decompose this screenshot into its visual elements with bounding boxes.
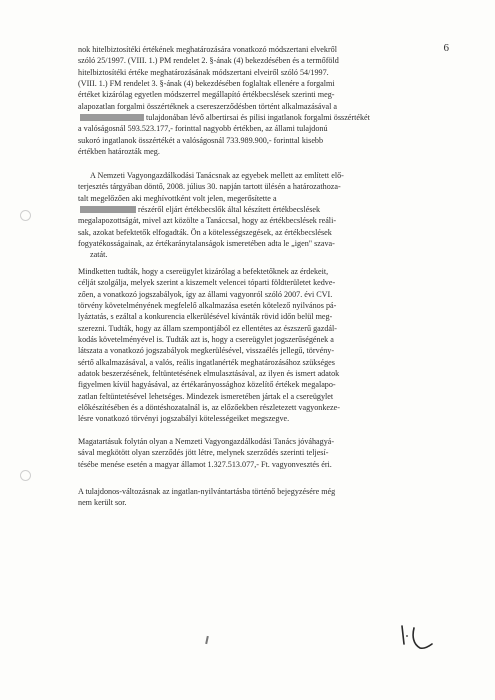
text-line: látszata a vonatkozó jogszabályok megkerülésével, visszaélés jellegű, törvény- bbox=[78, 346, 335, 356]
text-line bbox=[78, 112, 450, 123]
text-line: tésébe menése esetén a magyar államot 1.327.513.077,- Ft. vagyonvesztés éri. bbox=[78, 459, 332, 469]
text-line: sértő alkalmazásával, a valós, reális ingatlanérték meghatározásához szükséges bbox=[78, 357, 335, 367]
text-line: sukoró ingatlanok összértékét a valóságosnál 733.989.900,- forinttal kisebb bbox=[78, 135, 324, 145]
text-line: célját szolgálja, melyek szerint a kiszemelt velencei tóparti földterületet kedve- bbox=[78, 278, 336, 288]
paragraph-5 bbox=[78, 486, 450, 509]
handwritten-signature bbox=[398, 622, 438, 652]
punch-hole bbox=[20, 210, 31, 221]
page-number: 6 bbox=[443, 42, 449, 54]
text-line: szóló 25/1997. (VIII. 1.) PM rendelet 2. §-ának (4) bekezdésében és a termőföld bbox=[78, 56, 339, 66]
text-line: figyelmen kívül hagyásával, az értékarányossághoz közelítő értékek megalapo- bbox=[78, 380, 336, 390]
pen-mark bbox=[205, 636, 209, 644]
text-line: A Nemzeti Vagyongazdálkodási Tanácsnak az egyebek mellett az említett elő- bbox=[90, 171, 344, 180]
redaction-mark bbox=[80, 206, 136, 213]
text-line: Magatartásuk folytán olyan a Nemzeti Vagyongazdálkodási Tanács jóváhagyá- bbox=[78, 437, 335, 446]
text-line: értékben határozták meg. bbox=[78, 147, 160, 157]
text-line-fragment: részéről eljárt értékbecslők által készített értékbecslések bbox=[138, 205, 321, 215]
text-line bbox=[78, 193, 450, 204]
text-line: hitelbiztosítéki értéke meghatározásának módszertani elveiről szóló 54/1997. bbox=[78, 67, 329, 77]
redaction-mark bbox=[80, 114, 144, 121]
text-line bbox=[78, 204, 450, 215]
text-line: (VIII. 1.) FM rendelet 3. §-ának (4) bekezdésében foglaltak ellenére a forgalmi bbox=[78, 79, 335, 89]
text-line: nok hitelbiztosítéki értékének meghatározására vonatkozó módszertani elvekről bbox=[78, 45, 337, 54]
text-line: Mindketten tudták, hogy a csereügylet kizárólag a befektetőknek az érdekeit, bbox=[78, 267, 329, 276]
text-line: sak, azokat befektetők elfogadták. Ön a kötelességszegések, az értékbecslések bbox=[78, 227, 332, 237]
text-line: értéket kizárólag egyetlen módszerrel megállapító értékbecslések szerinti meg- bbox=[78, 90, 335, 100]
text-line-fragment: talt megelőzően aki meghívottként volt jelen, megerősítette a bbox=[78, 193, 277, 203]
text-line: előkészítésében és a döntéshozatalnál is, az előzőekben részletezett vagyonkeze- bbox=[78, 403, 340, 413]
text-line: alapozatlan forgalmi összértéknek a csereszerződésben történt alkalmazásával a bbox=[78, 101, 338, 111]
paragraph-4 bbox=[78, 436, 450, 470]
text-line: lyáztatás, s ezáltal a konkurencia elkerülésével kívánták rövid időn belül meg- bbox=[78, 312, 333, 322]
paragraph-3 bbox=[78, 266, 450, 425]
text-line-fragment: tulajdonában lévő albertirsai és pilisi ingatlanok forgalmi összértékét bbox=[146, 113, 370, 123]
text-line: adatok beszerzésének, feltüntetésének elmulasztásával, az ilyen és ismert adatok bbox=[78, 369, 340, 379]
text-line: lésre vonatkozó törvényi jogszabályi kötelességeiket megszegve. bbox=[78, 414, 290, 424]
text-line: zatát. bbox=[90, 250, 108, 260]
text-line: megalapozottságát, mivel azt közölte a Tanáccsal, hogy az értékbecslések reáli- bbox=[78, 216, 337, 226]
text-line: szerezni. Tudták, hogy az állam szempontjából ez ellentétes az észszerű gazdál- bbox=[78, 323, 337, 333]
text-line: fogyatékosságainak, az értékaránytalanságok ismeretében adta le „igen" szava- bbox=[78, 239, 335, 249]
text-line: A tulajdonos-változásnak az ingatlan-nyilvántartásba történő bejegyzésére még bbox=[78, 487, 336, 496]
text-line: törvény követelményének megfelelő alkalmazása esetén kötelező nyilvános pá- bbox=[78, 301, 337, 311]
text-line: sával megkötött olyan szerződés jött létre, melynek szerződés szerinti teljesí- bbox=[78, 448, 329, 458]
text-line: nem került sor. bbox=[78, 498, 127, 508]
text-line: a valóságosnál 593.523.177,- forinttal nagyobb értékben, az állami tulajdonú bbox=[78, 124, 328, 134]
paragraph-2 bbox=[78, 170, 450, 261]
punch-hole bbox=[20, 470, 31, 481]
text-line: zően, a vonatkozó jogszabályok, így az állami vagyonról szóló 2007. évi CVI. bbox=[78, 289, 333, 299]
paragraph-1 bbox=[78, 44, 450, 157]
text-line: kodás követelményével is. Tudták azt is, hogy a csereügylet jogszerűségének a bbox=[78, 335, 334, 345]
text-line: terjesztés tárgyában döntő, 2008. július 30. napján tartott ülésén a határozathoza- bbox=[78, 182, 341, 192]
text-line: zatlan feltüntetésével lehetséges. Mindezek ismeretében jártak el a csereügylet bbox=[78, 391, 334, 401]
